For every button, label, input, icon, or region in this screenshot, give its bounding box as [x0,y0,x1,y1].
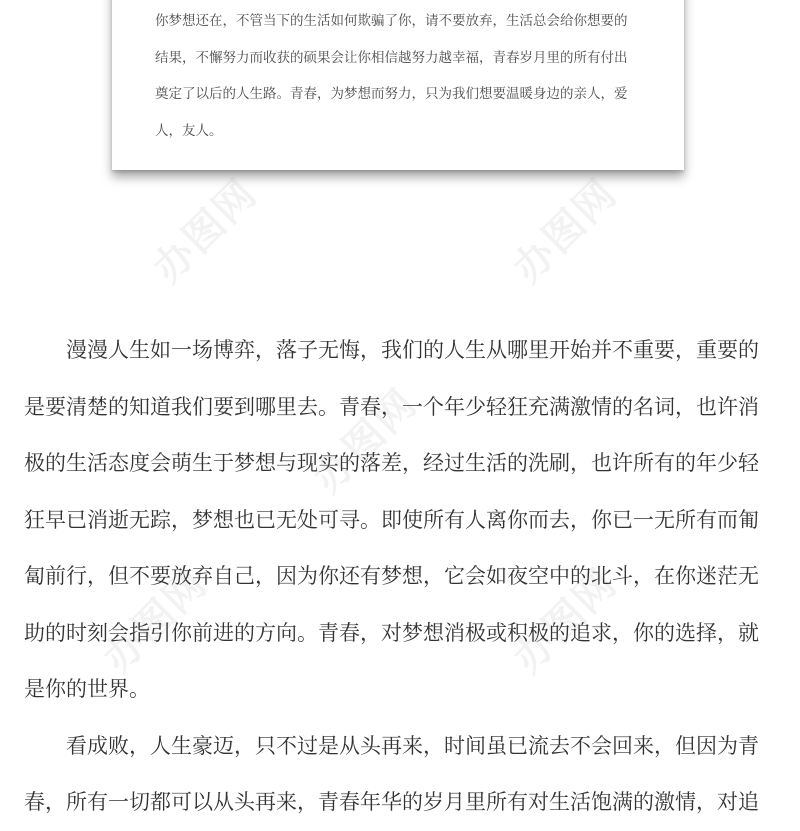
text-line: 助的时刻会指引你前进的方向。青春，对梦想消极或积极的追求，你的选择，就 [24,620,759,645]
watermark: 办图网 [304,380,427,502]
quote-line: 人，友人。 [155,122,223,139]
watermark: 办图网 [94,560,217,682]
text-line: 是要清楚的知道我们要到哪里去。青春，一个年少轻狂充满激情的名词，也许消 [24,394,759,419]
quote-line: 你梦想还在，不管当下的生活如何欺骗了你，请不要放弃，生活总会给你想要的 [155,13,628,29]
watermark: 办图网 [504,560,627,682]
paragraph [24,322,776,718]
text-line: 极的生活态度会萌生于梦想与现实的落差，经过生活的洗刷，也许所有的年少轻 [24,451,759,475]
quote-line: 结果，不懈努力而收获的硕果会让你相信越努力越幸福，青春岁月里的所有付出 [155,49,628,66]
quote-line: 奠定了以后的人生路。青春，为梦想而努力，只为我们想要温暖身边的亲人，爱 [155,86,628,102]
text-line: 春，所有一切都可以从头再来，青春年华的岁月里所有对生活饱满的激情，对追 [24,790,759,814]
text-line: 是你的世界。 [24,677,150,701]
text-line: 狂早已消逝无踪，梦想也已无处可寻。即使所有人离你而去，你已一无所有而匍 [24,507,759,532]
text-line: 看成败，人生豪迈，只不过是从头再来，时间虽已流去不会回来，但因为青 [24,733,759,758]
text-line: 匐前行，但不要放弃自己，因为你还有梦想，它会如夜空中的北斗，在你迷茫无 [24,564,759,588]
paragraph [24,718,776,831]
text-line: 漫漫人生如一场博弈，落子无悔，我们的人生从哪里开始并不重要，重要的 [24,338,759,362]
watermark: 办图网 [144,170,267,292]
watermark: 办图网 [504,170,627,292]
quote-card-text [155,3,650,149]
article-body [24,322,776,831]
